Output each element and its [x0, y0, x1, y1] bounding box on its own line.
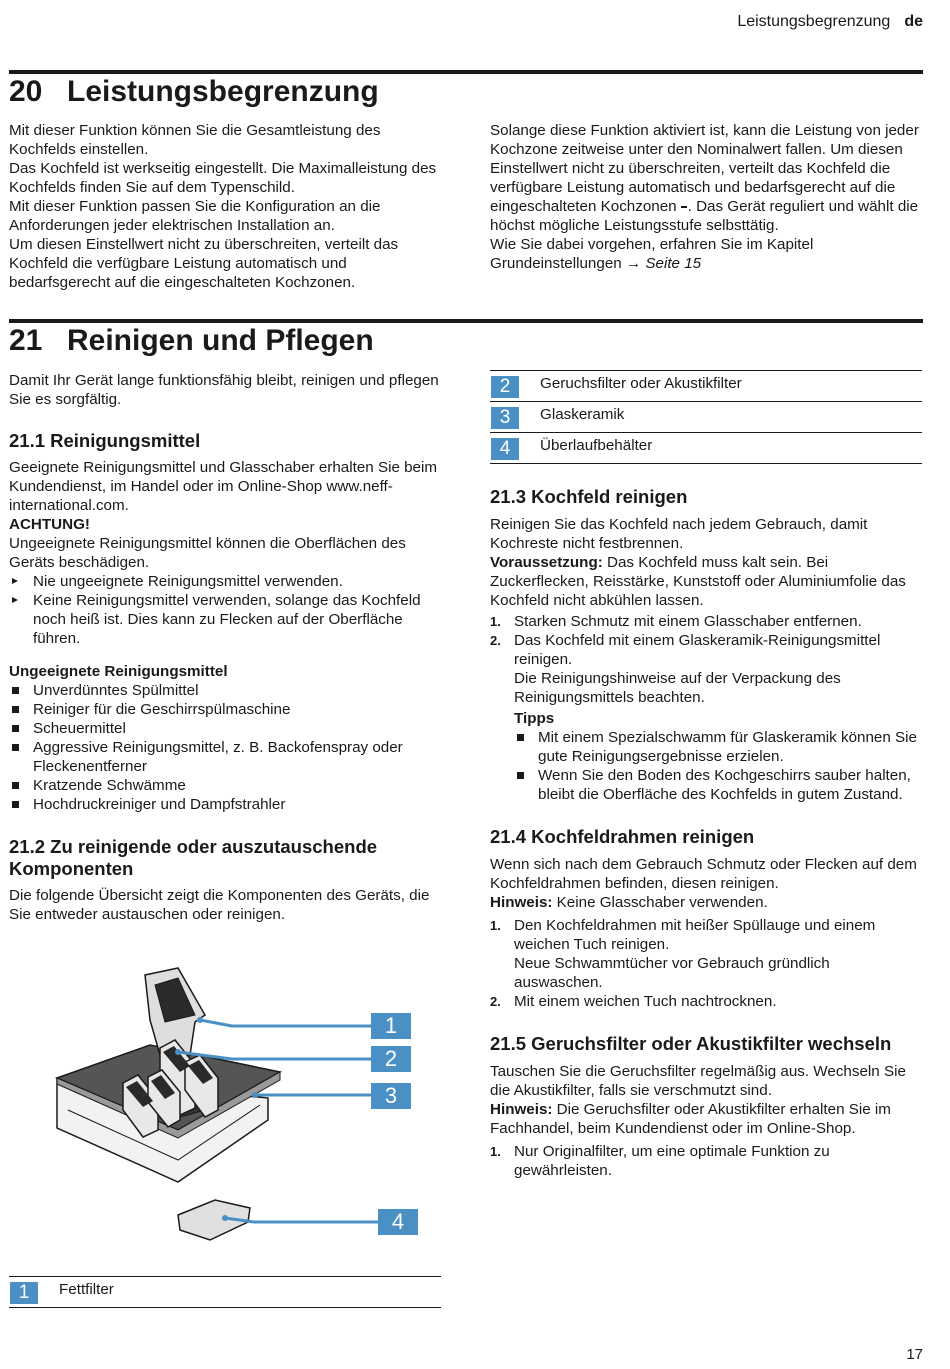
legend-table-left	[9, 1276, 441, 1308]
section-20-left	[9, 121, 441, 292]
legend-label: Geruchsfilter oder Akustikfilter	[540, 375, 742, 392]
unsuitable-title: Ungeeignete Reinigungsmittel	[9, 663, 228, 680]
step-item: 1. Starken Schmutz mit einem Glasschaber entfernen.	[490, 613, 862, 630]
legend-label: Überlaufbehälter	[540, 437, 653, 454]
list-item: Wenn Sie den Boden des Kochgeschirrs sauber halten, bleibt die Oberfläche des Kochfelds in gutem Zustand.	[514, 766, 922, 804]
paragraph: Mit dieser Funktion passen Sie die Konfiguration an die Anforderungen jeder elektrischen Installation an.	[9, 198, 381, 234]
legend-row	[490, 371, 922, 402]
legend-number: 4	[491, 438, 519, 460]
section-20-heading	[9, 74, 379, 110]
section-21-left	[9, 371, 441, 924]
section-title: Leistungsbegrenzung	[67, 75, 379, 108]
section-21-heading	[9, 323, 374, 359]
section-21-right	[490, 370, 922, 1180]
paragraph: Reinigen Sie das Kochfeld nach jedem Gebrauch, damit Kochreste nicht festbrennen.	[490, 516, 868, 552]
list-item: Scheuermittel	[9, 719, 441, 738]
callout-badge: 2	[371, 1046, 411, 1072]
list-item: Nie ungeeignete Reinigungsmittel verwenden.	[9, 572, 441, 591]
callout-badge: 4	[378, 1209, 418, 1235]
list-item: Kratzende Schwämme	[9, 776, 441, 795]
list-item: Unverdünntes Spülmittel	[9, 681, 441, 700]
page-reference-link[interactable]: → Seite 15	[625, 255, 702, 272]
tips-list	[490, 728, 922, 804]
cooking-zone-symbol	[681, 206, 687, 208]
paragraph: Die folgende Übersicht zeigt die Komponenten des Geräts, die Sie entweder austauschen oder reinigen.	[9, 887, 430, 923]
legend-row	[490, 402, 922, 433]
legend-number: 3	[491, 407, 519, 429]
list-item: Reiniger für die Geschirrspülmaschine	[9, 700, 441, 719]
legend-row	[9, 1277, 441, 1308]
paragraph: Solange diese Funktion aktiviert ist, kann die Leistung von jeder Kochzone zeitweise unter den Nominalwert fallen. Um diesen Einstellwert nicht zu überschreiten, verteilt das Kochfeld die verfügbare Leistung automatisch und bedarfsgerecht auf die eingeschalteten Kochzonen . Das Gerät reguliert und wählt die höchst mögliche Leistungsstufe selbsttätig.	[490, 122, 919, 234]
paragraph: Das Kochfeld ist werkseitig eingestellt. Die Maximalleistung des Kochfelds finden Sie auf dem Typenschild.	[9, 160, 437, 196]
intro-paragraph: Damit Ihr Gerät lange funktionsfähig bleibt, reinigen und pflegen Sie es sorgfältig.	[9, 372, 439, 408]
page-number: 17	[906, 1346, 923, 1363]
subsection-21-4-title: 21.4 Kochfeldrahmen reinigen	[490, 826, 755, 847]
warning-label: ACHTUNG!	[9, 516, 90, 533]
step-list	[490, 1142, 922, 1180]
legend-number: 1	[10, 1282, 38, 1304]
legend-label: Fettfilter	[59, 1281, 114, 1298]
paragraph: Um diesen Einstellwert nicht zu überschreiten, verteilt das Kochfeld die verfügbare Leistung automatisch und bedarfsgerecht auf die eingeschalteten Kochzonen.	[9, 236, 399, 291]
legend-row	[490, 433, 922, 464]
components-illustration	[0, 960, 442, 1250]
warning-text: Ungeeignete Reinigungsmittel können die Oberflächen des Geräts beschädigen.	[9, 535, 406, 571]
note: Hinweis: Die Geruchsfilter oder Akustikfilter erhalten Sie im Fachhandel, beim Kundendienst oder im Online-Shop.	[490, 1101, 891, 1137]
paragraph: Tauschen Sie die Geruchsfilter regelmäßig aus. Wechseln Sie die Akustikfilter, falls sie verschmutzt sind.	[490, 1063, 906, 1099]
callout-badge: 3	[371, 1083, 411, 1109]
action-list	[9, 572, 441, 648]
step-item: 2. Das Kochfeld mit einem Glaskeramik-Reinigungsmittel reinigen. Die Reinigungshinweise auf der Verpackung des Reinigungsmittels beachten.	[490, 632, 881, 706]
step-item: 2. Mit einem weichen Tuch nachtrocknen.	[490, 993, 777, 1010]
list-item: Hochdruckreiniger und Dampfstrahler	[9, 795, 441, 814]
paragraph: Wenn sich nach dem Gebrauch Schmutz oder Flecken auf dem Kochfeldrahmen befinden, diesen reinigen.	[490, 856, 917, 892]
subsection-21-3-title: 21.3 Kochfeld reinigen	[490, 486, 688, 507]
callout-badge: 1	[371, 1013, 411, 1039]
step-item: 1. Nur Originalfilter, um eine optimale Funktion zu gewährleisten.	[490, 1143, 830, 1179]
section-20-right	[490, 121, 922, 273]
legend-table-right	[490, 370, 922, 464]
subsection-21-5-title: 21.5 Geruchsfilter oder Akustikfilter wechseln	[490, 1033, 892, 1054]
list-item: Keine Reinigungsmittel verwenden, solange das Kochfeld noch heiß ist. Dies kann zu Flecken auf der Oberfläche führen.	[9, 591, 441, 648]
tips-title: Tipps	[514, 710, 555, 727]
unsuitable-list	[9, 681, 441, 814]
section-number: 20	[9, 75, 43, 108]
step-list	[490, 612, 922, 707]
list-item: Aggressive Reinigungsmittel, z. B. Backofenspray oder Fleckenentferner	[9, 738, 441, 776]
note: Hinweis: Keine Glasschaber verwenden.	[490, 894, 768, 911]
paragraph: Mit dieser Funktion können Sie die Gesamtleistung des Kochfelds einstellen.	[9, 122, 381, 158]
paragraph: Wie Sie dabei vorgehen, erfahren Sie im Kapitel Grundeinstellungen → Seite 15	[490, 236, 814, 272]
running-header	[737, 12, 923, 31]
header-lang: de	[904, 13, 923, 30]
subsection-21-1-title: 21.1 Reinigungsmittel	[9, 430, 201, 451]
section-number: 21	[9, 324, 43, 357]
subsection-21-2-title: 21.2 Zu reinigende oder auszutauschende Komponenten	[9, 836, 378, 879]
section-title: Reinigen und Pflegen	[67, 324, 374, 357]
list-item: Mit einem Spezialschwamm für Glaskeramik können Sie gute Reinigungsergebnisse erzielen.	[514, 728, 922, 766]
step-item: 1. Den Kochfeldrahmen mit heißer Spüllauge und einem weichen Tuch reinigen. Neue Schwammtücher vor Gebrauch gründlich auswaschen.	[490, 917, 876, 991]
step-list	[490, 916, 922, 1011]
legend-number: 2	[491, 376, 519, 398]
header-title: Leistungsbegrenzung	[737, 13, 891, 30]
legend-label: Glaskeramik	[540, 406, 625, 423]
paragraph: Geeignete Reinigungsmittel und Glasschaber erhalten Sie beim Kundendienst, im Handel oder im Online-Shop www.neff-international.com.	[9, 459, 438, 514]
prerequisite: Voraussetzung: Das Kochfeld muss kalt sein. Bei Zuckerflecken, Reisstärke, Kunststoff oder Aluminiumfolie das Kochfeld nicht abkühlen lassen.	[490, 554, 906, 609]
